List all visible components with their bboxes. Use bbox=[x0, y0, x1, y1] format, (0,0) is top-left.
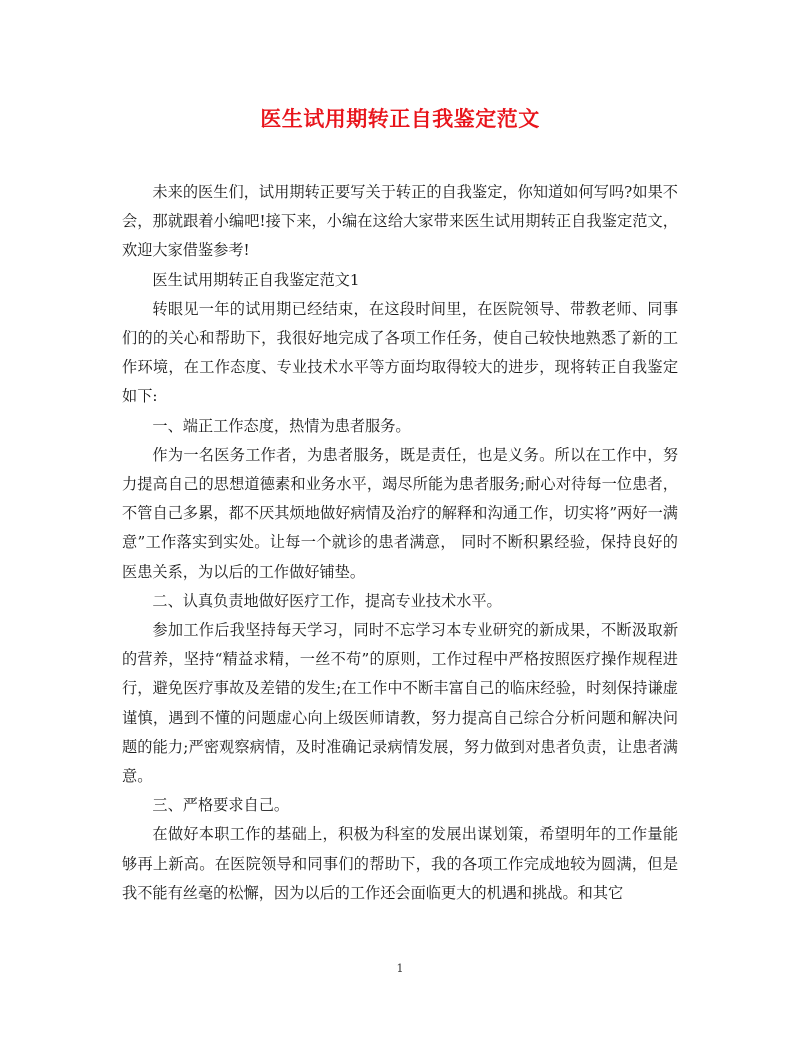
section-heading-self-discipline: 三、严格要求自己。 bbox=[152, 796, 290, 815]
section-heading-example-1: 医生试用期转正自我鉴定范文1 bbox=[152, 270, 360, 289]
page-number: 1 bbox=[396, 962, 404, 975]
document-title: 医生试用期转正自我鉴定范文 bbox=[260, 106, 540, 131]
intro-paragraph: 未来的医生们，试用期转正要写关于转正的自我鉴定，你知道如何写吗?如果不会，那就跟着小编吧!接下来，小编在这给大家带来医生试用期转正自我鉴定范文，欢迎大家借鉴参考! bbox=[122, 183, 678, 260]
document-body bbox=[122, 178, 678, 908]
section-heading-medical-work: 二、认真负责地做好医疗工作，提高专业技术水平。 bbox=[152, 591, 502, 610]
section-heading-attitude: 一、端正工作态度，热情为患者服务。 bbox=[152, 416, 411, 435]
body-paragraph: 作为一名医务工作者，为患者服务，既是责任，也是义务。所以在工作中，努力提高自己的思想道德素和业务水平，竭尽所能为患者服务;耐心对待每一位患者，不管自己多累，都不厌其烦地做好病情及治疗的解释和沟通工作，切实将”两好一满意”工作落实到实处。让每一个就诊的患者满意， 同时不断积累经验，保持良好的医患关系，为以后的工作做好铺垫。 bbox=[122, 445, 678, 581]
body-paragraph: 在做好本职工作的基础上，积极为科室的发展出谋划策，希望明年的工作量能够再上新高。在医院领导和同事们的帮助下，我的各项工作完成地较为圆满，但是我不能有丝毫的松懈，因为以后的工作还会面临更大的机遇和挑战。和其它 bbox=[122, 825, 678, 902]
body-paragraph: 转眼见一年的试用期已经结束，在这段时间里，在医院领导、带教老师、同事们的的关心和帮助下，我很好地完成了各项工作任务，使自己较快地熟悉了新的工作环境，在工作态度、专业技术水平等方面均取得较大的进步，现将转正自我鉴定如下: bbox=[122, 299, 678, 406]
body-paragraph: 参加工作后我坚持每天学习，同时不忘学习本专业研究的新成果，不断汲取新的营养，坚持“精益求精，一丝不苟”的原则，工作过程中严格按照医疗操作规程进行，避免医疗事故及差错的发生;在工作中不断丰富自己的临床经验，时刻保持谦虚谨慎，遇到不懂的问题虚心向上级医师请教，努力提高自己综合分析问题和解决问题的能力;严密观察病情，及时准确记录病情发展，努力做到对患者负责，让患者满意。 bbox=[122, 621, 678, 786]
